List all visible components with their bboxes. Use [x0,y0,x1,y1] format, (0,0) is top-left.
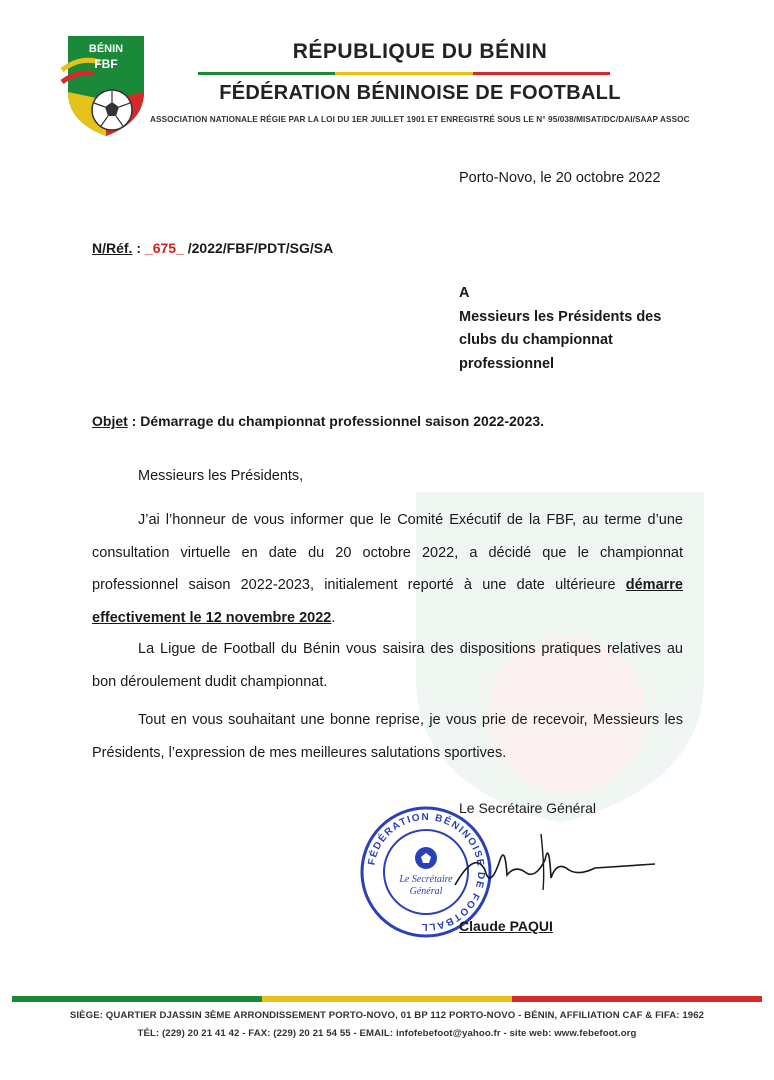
footer-color-bars [12,996,762,1004]
stamp-center-text-2: Général [409,886,443,897]
paragraph-text-end: . [331,609,336,626]
start-date-emphasis: démarre effectivement le 12 novembre 2022 [92,577,683,626]
logo-text-top: BÉNIN [88,43,124,55]
salutation: Messieurs les Présidents, [138,468,304,484]
header-color-bars [198,71,610,77]
paragraph-announcement [92,504,683,634]
reference-label: N/Réf. [92,240,133,256]
paragraph-text: J’ai l’honneur de vous informer que le Comité Exécutif de la FBF, au terme d’une consultation virtuelle en date du 20 octobre 2022, a décidé que le championnat professionnel saison 2022-2023, initialement reporté à une date ultérieure [92,512,683,593]
addressee-line: clubs du championnat [459,332,613,348]
reference-line [92,240,333,256]
paragraph-league: La Ligue de Football du Bénin vous saisira des dispositions pratiques relatives au bon déroulement dudit championnat. [92,641,683,690]
addressee-block [459,282,699,376]
logo-text-bottom: FBF [94,57,118,71]
signatory-title: Le Secrétaire Général [459,800,596,816]
stamp-ring-text: FÉDÉRATION BÉNINOISE DE FOOTBALL [366,811,487,933]
stamp-center-text-1: Le Secrétaire [399,874,453,885]
subject-text: : Démarrage du championnat professionnel saison 2022-2023. [127,413,545,429]
subject-label: Objet [92,413,128,429]
reference-number: _675_ [144,240,184,256]
footer-address: SIÈGE: QUARTIER DJASSIN 3ÈME ARRONDISSEMENT PORTO-NOVO, 01 BP 112 PORTO-NOVO - BÉNIN, AFFILIATION CAF & FIFA: 1962 [69,1010,705,1021]
letter-date: Porto-Novo, le 20 octobre 2022 [459,170,661,186]
republic-title: RÉPUBLIQUE DU BÉNIN [292,40,548,63]
handwritten-signature [445,830,665,900]
addressee-line: A [459,285,470,301]
subject-line [92,413,544,429]
association-line: ASSOCIATION NATIONALE RÉGIE PAR LA LOI DU 1ER JUILLET 1901 ET ENREGISTRÉ SOUS LE N° 95/038/MISAT/DC/DAI/SAAP ASSOC [150,115,690,124]
paragraph-closing: Tout en vous souhaitant une bonne reprise, je vous prie de recevoir, Messieurs les Présidents, l’expression de mes meilleures salutations sportives. [92,712,683,761]
footer-contacts: TÉL: (229) 20 21 41 42 - FAX: (229) 20 21 54 55 - EMAIL: infofebefoot@yahoo.fr - site web: www.febefoot.org [137,1028,637,1039]
addressee-line: Messieurs les Présidents des [459,308,662,325]
fbf-logo [60,30,152,140]
addressee-line: professionnel [459,355,555,372]
reference-separator: : [132,240,145,256]
signatory-name: Claude PAQUI [459,918,553,934]
federation-title: FÉDÉRATION BÉNINOISE DE FOOTBALL [219,82,621,104]
reference-rest: /2022/FBF/PDT/SG/SA [183,240,334,256]
